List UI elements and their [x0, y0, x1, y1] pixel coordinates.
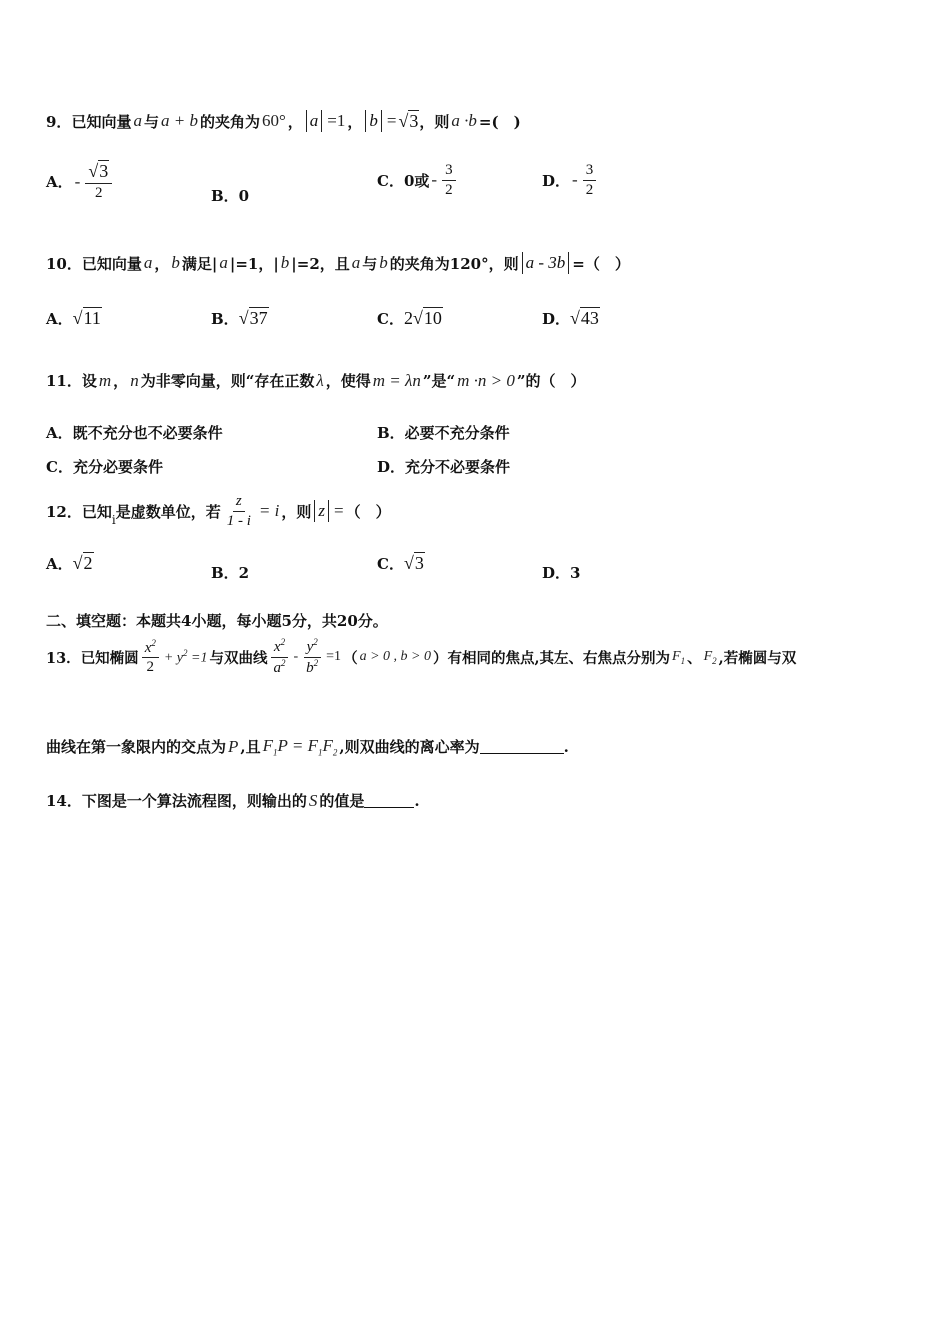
math-m: m [98, 370, 112, 390]
question-text: ， [287, 112, 303, 131]
math-a: a [133, 111, 142, 131]
question-number: 9． [46, 112, 72, 131]
option-label: A． [46, 173, 73, 192]
math-minus: - [572, 170, 578, 189]
math-f1p-eq-f1f2: $F_1P = F_1F_2$ [262, 736, 338, 758]
question-text: . [414, 791, 420, 810]
question-13 [46, 638, 796, 676]
option-label: C． [377, 310, 404, 328]
math-b: b [171, 253, 180, 273]
math-lambda: λ [316, 370, 324, 390]
math-sqrt: √2 [72, 553, 93, 573]
question-text: ,则双曲线的离心率为 [339, 738, 480, 757]
option-text: A．既不充分也不必要条件 [46, 424, 223, 442]
question-text: ,若椭圆与双 [718, 649, 797, 667]
math-a: a [351, 253, 361, 273]
option-label: D． [542, 171, 571, 190]
q9-option-c [377, 162, 459, 198]
question-text: ， [154, 254, 170, 273]
question-text: 已知 [81, 502, 112, 521]
answer-blank[interactable] [364, 793, 414, 808]
q10-option-a [46, 308, 102, 329]
question-text: 与 [143, 112, 159, 131]
question-text: 曲线在第一象限内的交点为 [46, 738, 227, 757]
answer-blank[interactable] [480, 739, 564, 754]
question-text: ， [113, 372, 129, 390]
math-p: P [228, 736, 239, 756]
math-f1: $F_1$ [672, 648, 686, 666]
question-number: 10． [46, 254, 82, 273]
option-label: C． [377, 555, 404, 573]
math-eq: = [334, 501, 344, 520]
math-a: a [219, 253, 228, 273]
question-text: 满足| [181, 254, 218, 273]
question-number: 14． [46, 792, 82, 810]
math-frac: $\frac{3}{2}$ [583, 162, 597, 198]
question-11 [46, 370, 586, 391]
question-text: 的值是 [319, 792, 365, 810]
q10-option-c [377, 308, 443, 329]
question-13-line-2 [46, 736, 569, 757]
option-label: B．2 [211, 564, 250, 582]
math-s: S [308, 790, 318, 810]
question-text: ”是“ [422, 372, 456, 390]
math-abs-z: z [314, 500, 329, 522]
question-text: 的夹角为120°，则 [389, 254, 519, 273]
math-frac: $\frac{z}{1 - i}$ [226, 493, 251, 529]
question-text: |=2，且 [291, 254, 350, 273]
question-text: ”的（ ） [516, 372, 586, 390]
q12-option-c [377, 553, 425, 574]
q11-option-c [46, 456, 163, 477]
math-i: i [111, 513, 116, 527]
math-n: n [130, 370, 139, 390]
math-sqrt: √11 [72, 308, 101, 328]
math-eq1: =1 [327, 111, 346, 131]
option-label: D． [542, 310, 571, 328]
option-label: A． [46, 555, 73, 573]
question-text: 已知向量 [81, 254, 142, 273]
math-condition: a > 0 , b > 0 [359, 649, 431, 664]
question-text: 是虚数单位，若 [115, 502, 221, 521]
math-minus: - [293, 649, 299, 664]
math-frac: $\frac{x^2}{a^2}$ [270, 638, 288, 676]
math-a: a [143, 253, 153, 273]
option-text: C．充分必要条件 [46, 458, 163, 476]
math-frac: $\frac{x^2}{2}$ [142, 639, 159, 676]
question-text: =( ) [478, 112, 521, 131]
question-number: 11． [46, 372, 82, 390]
question-12 [46, 493, 391, 529]
question-text: 与 [362, 254, 378, 273]
question-text: （ ） [345, 502, 391, 521]
question-text: 与双曲线 [209, 649, 268, 667]
question-text: ，使得 [325, 372, 371, 390]
question-14 [46, 790, 420, 811]
option-label: D．3 [542, 564, 581, 582]
math-abs-a-3b: a - 3b [522, 252, 570, 274]
question-10 [46, 252, 630, 274]
question-9 [46, 110, 521, 132]
q11-option-b [377, 422, 510, 443]
math-eq: = [386, 111, 397, 131]
math-ellipse-rest: + $y^2 =1$ [163, 647, 208, 666]
question-text: |=1，| [229, 254, 279, 273]
q11-option-d [377, 456, 510, 477]
question-number: 12． [46, 502, 82, 521]
question-text: =（ ） [572, 254, 630, 273]
q12-option-a [46, 553, 94, 574]
math-frac: $\frac{√3}{2}$ [85, 162, 112, 201]
math-a-plus-b: a + b [160, 111, 198, 131]
q9-option-b [211, 185, 249, 206]
question-text: 已知向量 [71, 112, 132, 131]
question-text: 已知椭圆 [80, 649, 139, 667]
section-title: 二、填空题：本题共4小题，每小题5分，共20分。 [46, 612, 388, 630]
question-text: 设 [81, 372, 97, 390]
math-frac: $\frac{3}{2}$ [442, 162, 456, 198]
math-m-eq-lambda-n: m = λn [372, 370, 421, 390]
question-text: 为非零向量，则“存在正数 [140, 372, 315, 390]
math-m-dot-n-gt-0: m ·n > 0 [457, 370, 515, 390]
math-abs-a: a [306, 110, 323, 132]
q12-option-d [542, 562, 580, 583]
question-text: ）有相同的焦点,其左、右焦点分别为 [432, 649, 671, 667]
option-label: A． [46, 310, 73, 328]
math-eq-i: = i [258, 501, 280, 520]
question-text: 下图是一个算法流程图，则输出的 [81, 792, 307, 810]
math-angle: 60° [261, 111, 286, 131]
math-sqrt: √43 [570, 308, 599, 328]
option-text: B．必要不充分条件 [377, 424, 510, 442]
q12-option-b [211, 562, 249, 583]
math-b: b [280, 253, 290, 273]
math-f2: $F_2$ [703, 648, 717, 666]
option-label: B． [211, 310, 239, 328]
question-text: 的夹角为 [199, 112, 260, 131]
option-label: C．0或 [377, 171, 430, 190]
section-heading [46, 610, 388, 631]
q11-option-a [46, 422, 223, 443]
question-text: 、 [687, 649, 702, 667]
math-sqrt: √37 [238, 308, 268, 328]
question-text: . [563, 737, 569, 756]
math-eq1: =1 [326, 649, 342, 664]
q9-option-a [46, 162, 115, 201]
math-2sqrt10: 2√10 [403, 308, 442, 328]
math-minus: - [431, 170, 438, 189]
math-minus: - [74, 171, 81, 191]
question-number: 13． [46, 649, 81, 667]
math-sqrt: √3 [403, 553, 424, 573]
math-sqrt3: √3 [398, 110, 419, 131]
option-text: D．充分不必要条件 [377, 458, 511, 476]
q10-option-b [211, 308, 269, 329]
question-text: ,且 [240, 738, 261, 757]
question-text: （ [343, 649, 358, 667]
math-frac: $\frac{y^2}{b^2}$ [303, 638, 321, 676]
question-text: ，则 [419, 112, 450, 131]
option-label: B．0 [211, 187, 250, 205]
math-abs-b: b [365, 110, 382, 132]
question-text: ，则 [281, 502, 312, 521]
question-text: ， [347, 112, 363, 131]
math-a-dot-b: a ·b [451, 111, 477, 131]
q9-option-d [542, 162, 599, 198]
math-b: b [379, 253, 388, 273]
q10-option-d [542, 308, 600, 329]
